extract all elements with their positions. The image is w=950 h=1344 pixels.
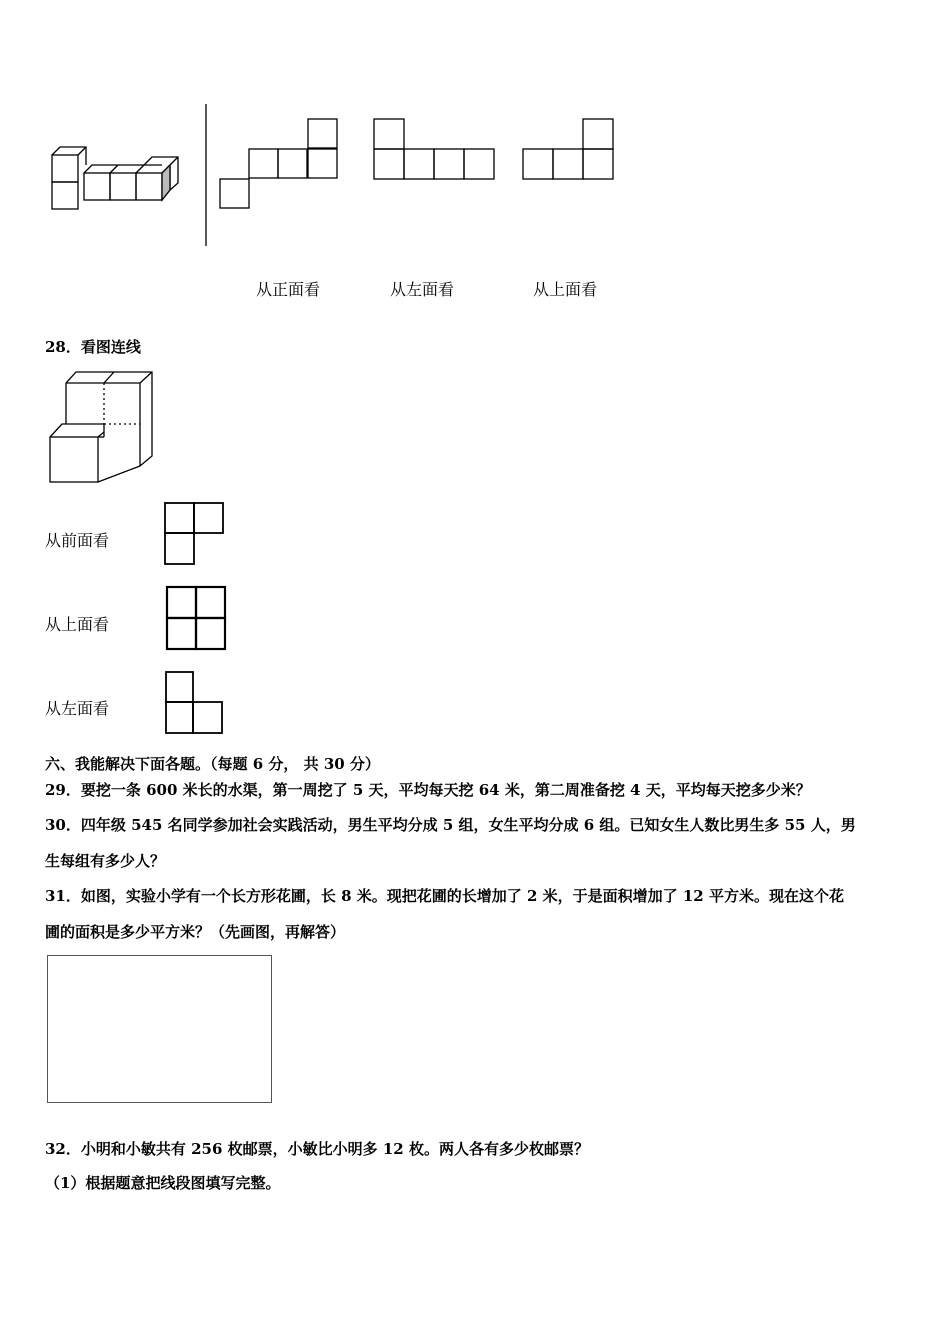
question-32-sub1: （1）根据题意把线段图填写完整。 — [45, 1174, 281, 1192]
drawing-box — [47, 955, 272, 1103]
question-31-line2: 圃的面积是多少平方米？（先画图，再解答） — [45, 923, 346, 941]
view-label-front: 从正面看 — [256, 280, 321, 299]
question-31-line1: 31．如图，实验小学有一个长方形花圃，长 8 米。现把花圃的长增加了 2 米，于是面积增加了 12 平方米。现在这个花 — [45, 887, 844, 905]
question-29: 29．要挖一条 600 米长的水渠，第一周挖了 5 天，平均每天挖 64 米，第二周准备挖 4 天，平均每天挖多少米？ — [45, 781, 811, 799]
question-32: 32．小明和小敏共有 256 枚邮票，小敏比小明多 12 枚。两人各有多少枚邮票？ — [45, 1140, 589, 1158]
view-label-left: 从左面看 — [390, 280, 455, 299]
view-label-top: 从上面看 — [533, 280, 598, 299]
question-28-title: 28．看图连线 — [45, 338, 141, 356]
question-30-line2: 生每组有多少人？ — [45, 852, 166, 870]
option-front-view: 从前面看 — [45, 531, 110, 550]
option-left-view: 从左面看 — [45, 699, 110, 718]
option-top-view: 从上面看 — [45, 615, 110, 634]
section-6-heading: 六、我能解决下面各题。（每题 6 分， 共 30 分） — [45, 755, 380, 773]
question-30-line1: 30．四年级 545 名同学参加社会实践活动，男生平均分成 5 组，女生平均分成 6 组。已知女生人数比男生多 55 人，男 — [45, 816, 856, 834]
